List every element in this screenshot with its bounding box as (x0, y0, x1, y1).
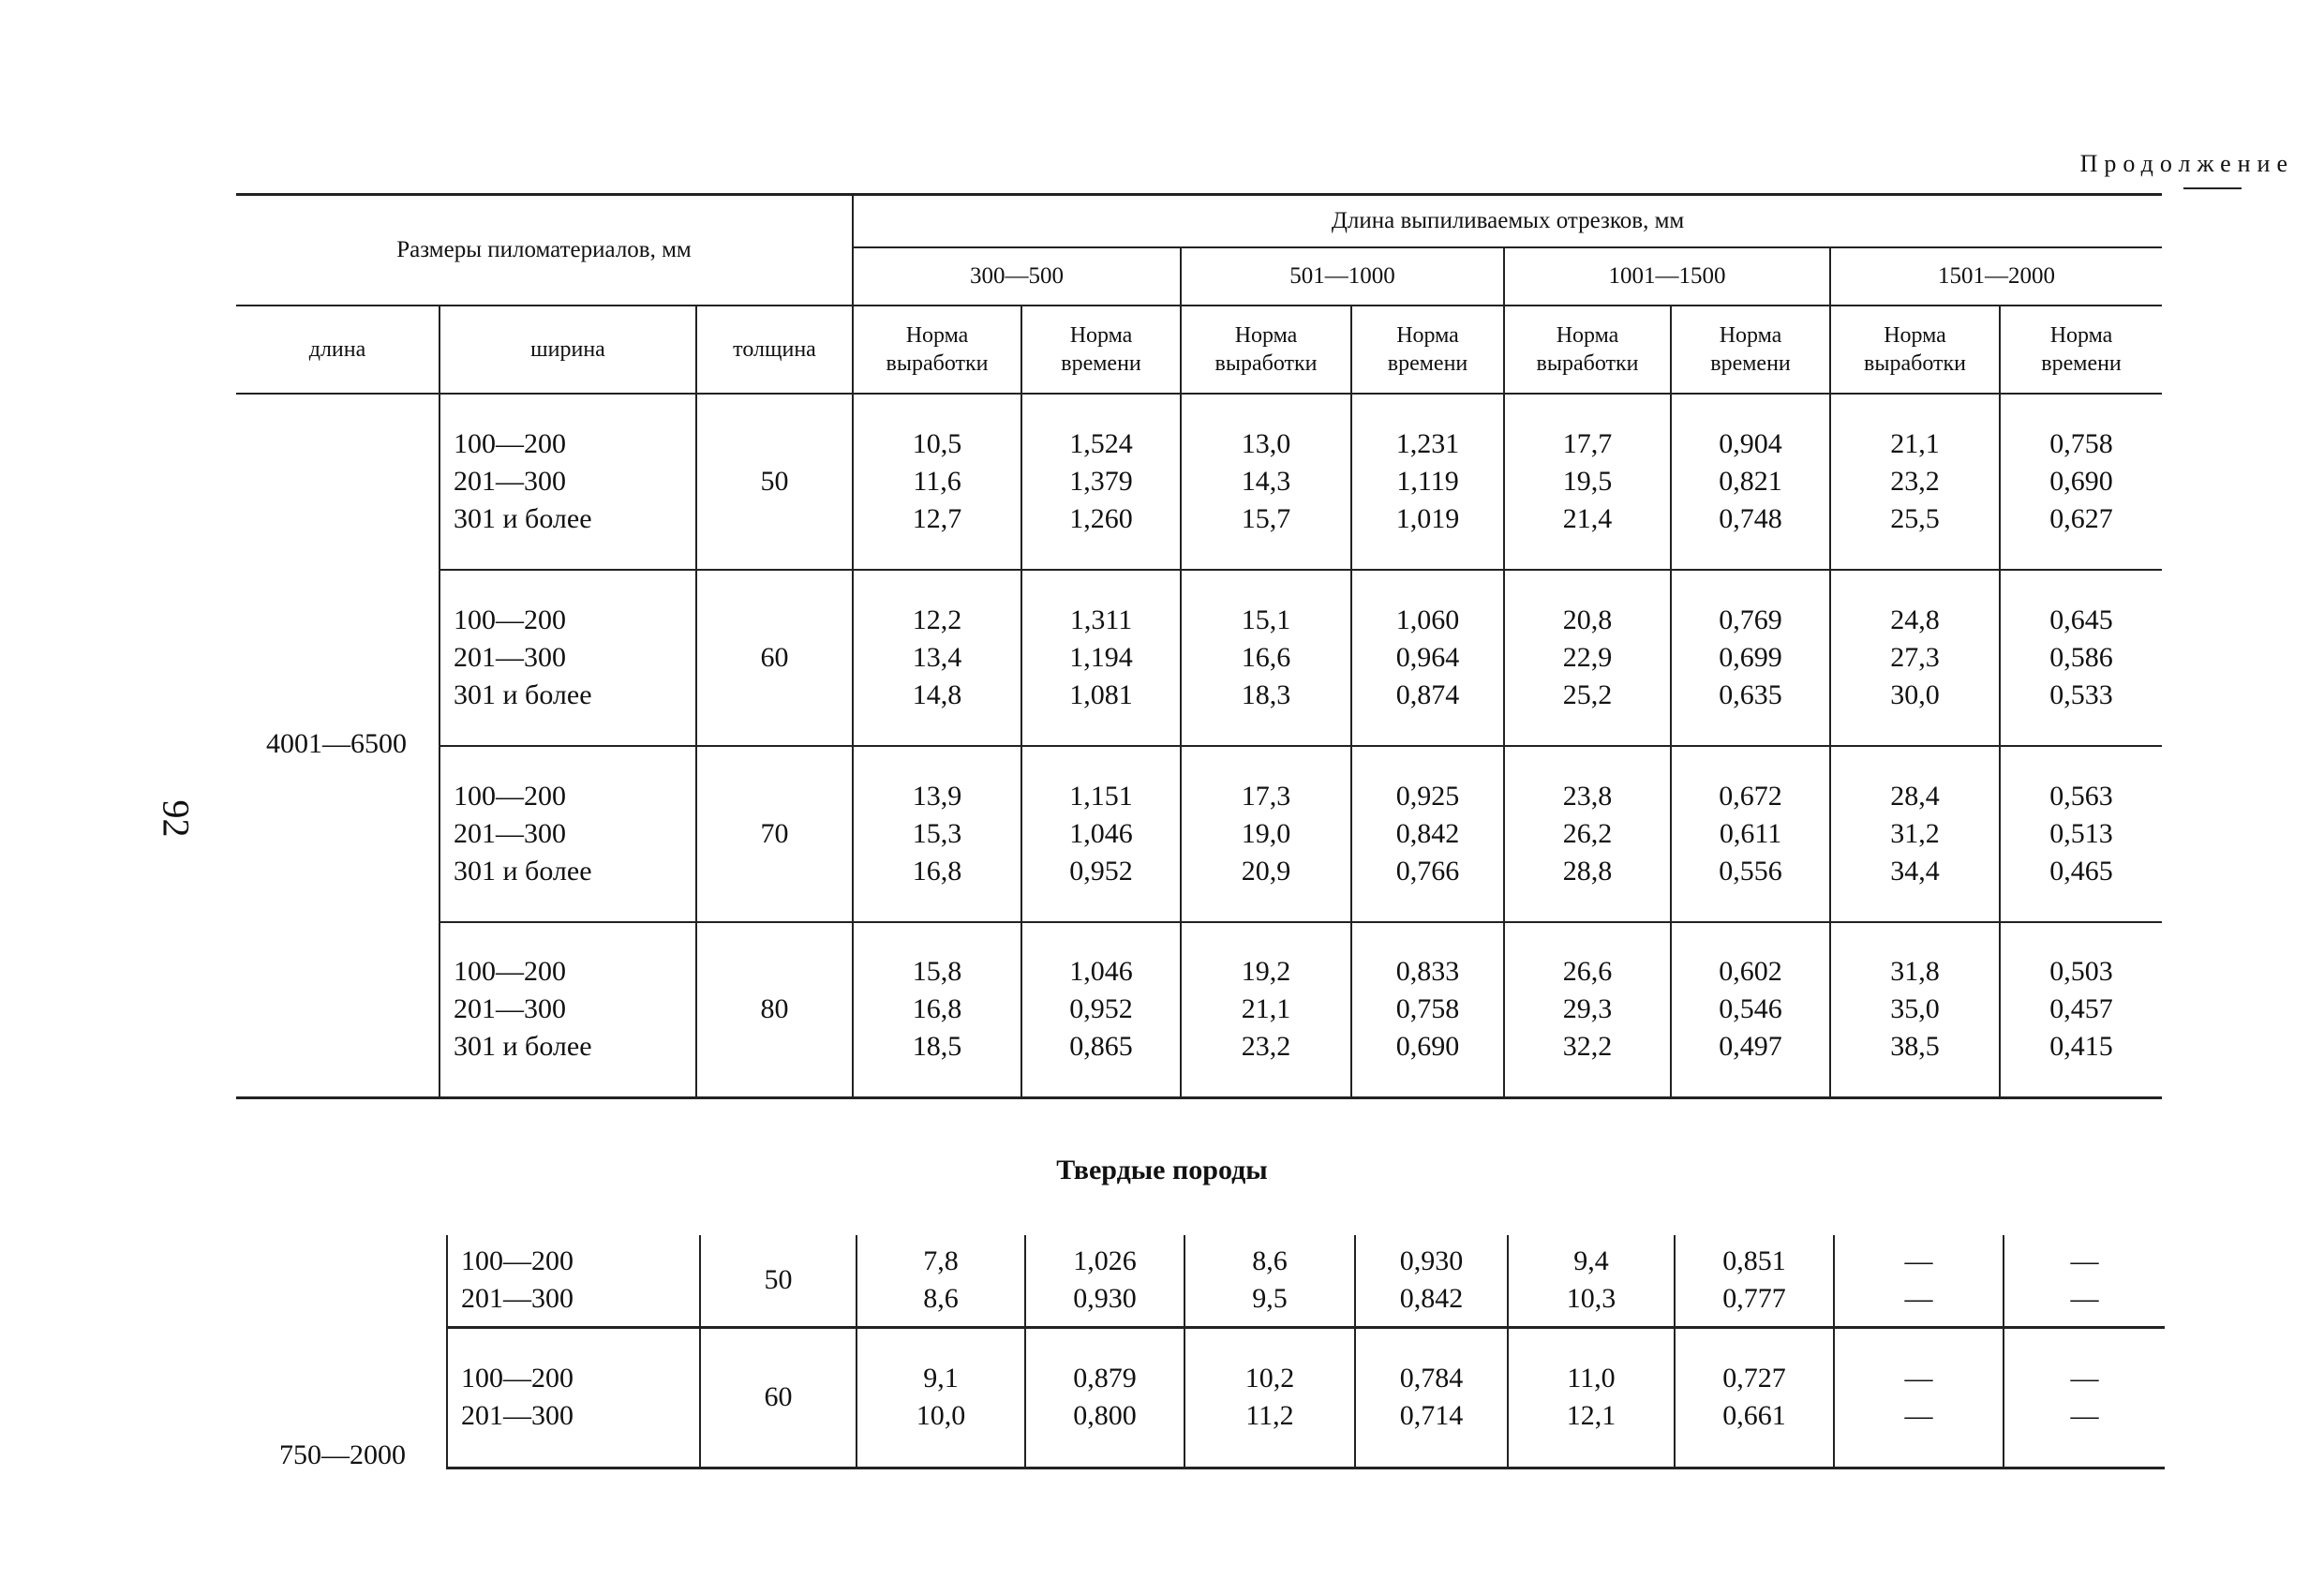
range-header: 300—500 (853, 247, 1181, 306)
value-cell (853, 922, 1021, 1098)
value-cell (1355, 1327, 1508, 1468)
cell-value: 1,260 (1069, 502, 1133, 534)
cell-value: 1,026 (1073, 1245, 1137, 1277)
value-cell (1184, 1327, 1355, 1468)
cell-value: 0,821 (1719, 465, 1782, 497)
cell-value: 0,833 (1395, 956, 1460, 988)
cell-value: 0,748 (1719, 502, 1782, 534)
width-cell (439, 922, 696, 1098)
cell-value: 0,546 (1719, 993, 1782, 1025)
norm-time-header (2000, 306, 2162, 394)
value-cell (1351, 394, 1504, 570)
value-cell (1021, 922, 1181, 1098)
header-line: времени (1710, 350, 1791, 376)
header-line: выработки (1864, 350, 1967, 376)
value-cell (1671, 922, 1830, 1098)
value-cell (1021, 394, 1181, 570)
cell-value: 1,046 (1069, 817, 1133, 849)
header-line: Норма (1234, 322, 1298, 348)
cell-value: 301 и более (454, 678, 592, 710)
width-cell (439, 394, 696, 570)
cell-value: 0,758 (1395, 993, 1460, 1025)
cell-value: 11,0 (1567, 1363, 1616, 1394)
cell-value: 34,4 (1890, 855, 1940, 887)
cell-value: 13,0 (1241, 427, 1291, 459)
cell-value: 25,2 (1562, 678, 1613, 710)
cell-value: 16,6 (1241, 641, 1291, 673)
cell-value: 0,904 (1719, 427, 1782, 459)
header-line: Норма (1069, 322, 1133, 348)
cell-value: 0,925 (1395, 780, 1460, 812)
cell-value: 1,194 (1069, 641, 1133, 673)
value-cell (853, 746, 1021, 922)
cell-value: 26,2 (1562, 817, 1613, 849)
cell-value: 12,7 (912, 502, 962, 534)
cell-value: 0,556 (1719, 855, 1782, 887)
cell-value: — (2070, 1363, 2099, 1394)
cell-value: 20,8 (1562, 604, 1613, 635)
table-row (236, 746, 2162, 922)
cell-value: 11,2 (1245, 1400, 1294, 1431)
cell-value: 19,5 (1562, 465, 1613, 497)
value-cell (1025, 1327, 1184, 1468)
value-cell (1675, 1235, 1834, 1327)
cell-value: 38,5 (1890, 1031, 1940, 1063)
thickness-cell: 50 (700, 1235, 857, 1327)
cell-value: 15,1 (1241, 604, 1291, 635)
main-table (236, 193, 2162, 1099)
cell-value: 19,0 (1241, 817, 1291, 849)
cell-value: 0,690 (1395, 1031, 1460, 1063)
cell-value: 21,1 (1241, 993, 1291, 1025)
header-line: Норма (2049, 322, 2113, 348)
header-line: Норма (1396, 322, 1459, 348)
value-cell (1830, 570, 2000, 746)
width-cell (447, 1235, 700, 1327)
cell-value: — (1904, 1245, 1933, 1277)
cell-value: 27,3 (1890, 641, 1940, 673)
cell-value: 14,8 (912, 678, 962, 710)
cell-value: 16,8 (912, 993, 962, 1025)
cell-value: 100—200 (454, 780, 566, 812)
value-cell (1351, 746, 1504, 922)
cell-value: — (2070, 1283, 2099, 1315)
cell-value: 10,0 (916, 1400, 966, 1431)
cell-value: 18,5 (912, 1031, 962, 1063)
cell-value: 1,311 (1069, 604, 1133, 635)
cell-value: 9,1 (923, 1363, 959, 1394)
value-cell (1351, 570, 1504, 746)
cell-value: 10,2 (1244, 1363, 1295, 1394)
cell-value: 301 и более (454, 502, 592, 534)
value-cell (1671, 746, 1830, 922)
cell-value: 100—200 (461, 1363, 574, 1394)
norm-time-header (1021, 306, 1181, 394)
cell-value: 0,842 (1395, 817, 1460, 849)
col-thickness-header: толщина (696, 306, 853, 394)
cell-value: 301 и более (454, 855, 592, 887)
cell-value: 100—200 (454, 956, 566, 988)
cell-value: — (2070, 1245, 2099, 1277)
range-header: 1001—1500 (1504, 247, 1830, 306)
cell-value: 11,6 (913, 465, 961, 497)
cell-value: 0,672 (1719, 780, 1782, 812)
cell-value: 0,497 (1719, 1031, 1782, 1063)
cell-value: 15,7 (1241, 502, 1291, 534)
cell-value: 28,4 (1890, 780, 1940, 812)
page-number: 92 (155, 799, 198, 838)
cell-value: 0,777 (1722, 1283, 1786, 1315)
cell-value: 31,8 (1890, 956, 1940, 988)
value-cell (2000, 394, 2162, 570)
continued-underline (2183, 187, 2242, 189)
value-cell (1508, 1235, 1675, 1327)
hard-table (446, 1235, 2165, 1469)
value-cell (1181, 394, 1351, 570)
cell-value: — (1904, 1283, 1933, 1315)
cell-value: — (2070, 1400, 2099, 1431)
cell-value: 0,758 (2049, 427, 2113, 459)
value-cell (1834, 1327, 2004, 1468)
cell-value: 1,231 (1395, 427, 1460, 459)
value-cell (1830, 394, 2000, 570)
cell-value: 23,2 (1890, 465, 1940, 497)
thickness-cell: 60 (700, 1327, 857, 1468)
cell-value: 201—300 (454, 817, 566, 849)
cell-value: 30,0 (1890, 678, 1940, 710)
table-row (447, 1235, 2165, 1327)
cell-value: 0,513 (2049, 817, 2113, 849)
width-cell (439, 746, 696, 922)
value-cell (1504, 570, 1671, 746)
cell-value: 12,2 (912, 604, 962, 635)
cell-value: 1,046 (1069, 956, 1133, 988)
cell-value: — (1904, 1363, 1933, 1394)
continued-label: Продолжение (2079, 150, 2294, 177)
header-line: выработки (1536, 350, 1639, 376)
cell-value: 0,661 (1722, 1400, 1786, 1431)
cell-value: 35,0 (1890, 993, 1940, 1025)
cell-value: 21,4 (1562, 502, 1613, 534)
cell-value: 1,151 (1069, 780, 1133, 812)
cell-value: 0,415 (2049, 1031, 2113, 1063)
norm-output-header (1181, 306, 1351, 394)
norm-time-header (1671, 306, 1830, 394)
cell-value: 0,635 (1719, 678, 1782, 710)
cell-value: 301 и более (454, 1031, 592, 1063)
value-cell (1021, 570, 1181, 746)
value-cell (1504, 922, 1671, 1098)
value-cell (1025, 1235, 1184, 1327)
cell-value: 10,3 (1566, 1283, 1616, 1315)
cell-value: 201—300 (454, 993, 566, 1025)
cell-value: 24,8 (1890, 604, 1940, 635)
header-line: времени (1387, 350, 1468, 376)
cell-value: 0,611 (1719, 817, 1782, 849)
cell-value: 0,627 (2049, 502, 2113, 534)
cell-value: 15,8 (912, 956, 962, 988)
header-line: времени (2041, 350, 2122, 376)
cell-value: 23,8 (1562, 780, 1613, 812)
header-line: Норма (1884, 322, 1946, 348)
norm-output-header (1504, 306, 1671, 394)
table-row (236, 922, 2162, 1098)
cell-value: 31,2 (1890, 817, 1940, 849)
value-cell (1830, 922, 2000, 1098)
cell-value: 0,874 (1395, 678, 1460, 710)
col-length-header: длина (236, 306, 439, 394)
cell-value: 0,769 (1719, 604, 1782, 635)
cell-value: 0,699 (1719, 641, 1782, 673)
thickness-cell: 60 (696, 570, 853, 746)
cell-value: 15,3 (912, 817, 962, 849)
thickness-cell: 50 (696, 394, 853, 570)
section-title: Твердые породы (1056, 1155, 1268, 1185)
cell-value: 201—300 (454, 641, 566, 673)
thickness-cell: 70 (696, 746, 853, 922)
range-header: 1501—2000 (1830, 247, 2162, 306)
cell-value: 0,563 (2049, 780, 2113, 812)
cell-value: 0,964 (1395, 641, 1460, 673)
value-cell (1181, 570, 1351, 746)
cell-value: 23,2 (1241, 1031, 1291, 1063)
value-cell (1834, 1235, 2004, 1327)
cell-value: 1,081 (1069, 678, 1133, 710)
length-value: 4001—6500 (266, 728, 407, 759)
cell-value: 100—200 (454, 427, 566, 459)
value-cell (857, 1327, 1025, 1468)
cell-value: 0,727 (1722, 1363, 1786, 1394)
cell-value: 201—300 (454, 465, 566, 497)
table-row (447, 1327, 2165, 1468)
value-cell (1830, 746, 2000, 922)
value-cell (1355, 1235, 1508, 1327)
value-cell (857, 1235, 1025, 1327)
cell-value: 0,851 (1722, 1245, 1786, 1277)
cell-value: 0,645 (2049, 604, 2113, 635)
col-width-header: ширина (439, 306, 696, 394)
cell-value: 1,019 (1395, 502, 1460, 534)
cell-value: 8,6 (1252, 1245, 1288, 1277)
value-cell (1351, 922, 1504, 1098)
value-cell (853, 394, 1021, 570)
table-row (236, 570, 2162, 746)
cell-value: 1,379 (1069, 465, 1133, 497)
value-cell (1671, 570, 1830, 746)
cell-value: 0,952 (1069, 855, 1133, 887)
value-cell (1675, 1327, 1834, 1468)
value-cell (2004, 1327, 2165, 1468)
length-value: 750—2000 (279, 1439, 406, 1470)
value-cell (1504, 746, 1671, 922)
cell-value: 0,602 (1719, 956, 1782, 988)
thickness-cell: 80 (696, 922, 853, 1098)
value-cell (2000, 922, 2162, 1098)
header-line: времени (1061, 350, 1141, 376)
cell-value: 0,800 (1073, 1400, 1137, 1431)
cell-value: 18,3 (1241, 678, 1291, 710)
header-line: Норма (1719, 322, 1782, 348)
value-cell (1181, 922, 1351, 1098)
cell-value: 13,9 (912, 780, 962, 812)
cell-value: 0,879 (1073, 1363, 1137, 1394)
cell-value: 0,865 (1069, 1031, 1133, 1063)
cell-value: — (1904, 1400, 1933, 1431)
cell-value: 0,784 (1399, 1363, 1464, 1394)
cell-value: 0,714 (1399, 1400, 1464, 1431)
value-cell (1184, 1235, 1355, 1327)
header-line: Норма (905, 322, 969, 348)
cell-value: 0,842 (1399, 1283, 1464, 1315)
header-line: выработки (886, 350, 989, 376)
cell-value: 7,8 (923, 1245, 959, 1277)
cell-value: 100—200 (454, 604, 566, 635)
norm-output-header (853, 306, 1021, 394)
cell-value: 13,4 (912, 641, 962, 673)
cell-value: 29,3 (1562, 993, 1613, 1025)
cell-value: 1,524 (1069, 427, 1133, 459)
table-row (236, 394, 2162, 570)
cell-value: 19,2 (1241, 956, 1291, 988)
width-cell (439, 570, 696, 746)
value-cell (2000, 746, 2162, 922)
cell-value: 28,8 (1562, 855, 1613, 887)
cell-value: 0,465 (2049, 855, 2113, 887)
cell-value: 1,119 (1396, 465, 1459, 497)
cell-value: 9,4 (1573, 1245, 1609, 1277)
cell-value: 0,930 (1073, 1283, 1137, 1315)
width-cell (447, 1327, 700, 1468)
norm-time-header (1351, 306, 1504, 394)
cell-value: 21,1 (1890, 427, 1940, 459)
cell-value: 0,503 (2049, 956, 2113, 988)
value-cell (1021, 746, 1181, 922)
cell-value: 0,533 (2049, 678, 2113, 710)
header-line: выработки (1214, 350, 1318, 376)
cell-value: 26,6 (1562, 956, 1613, 988)
header-line: Норма (1556, 322, 1619, 348)
cell-value: 100—200 (461, 1245, 574, 1277)
cell-value: 17,7 (1562, 427, 1613, 459)
cell-value: 8,6 (923, 1283, 959, 1315)
cell-value: 0,457 (2049, 993, 2113, 1025)
value-cell (1181, 746, 1351, 922)
cell-value: 201—300 (461, 1283, 574, 1315)
cell-value: 20,9 (1241, 855, 1291, 887)
cell-value: 0,930 (1399, 1245, 1464, 1277)
cell-value: 12,1 (1566, 1400, 1616, 1431)
value-cell (1504, 394, 1671, 570)
cell-value: 22,9 (1562, 641, 1613, 673)
cell-value: 0,586 (2049, 641, 2113, 673)
range-header: 501—1000 (1181, 247, 1504, 306)
cell-value: 10,5 (912, 427, 962, 459)
cell-value: 14,3 (1241, 465, 1291, 497)
value-cell (1508, 1327, 1675, 1468)
cell-value: 17,3 (1241, 780, 1291, 812)
norm-output-header (1830, 306, 2000, 394)
lengths-header: Длина выпиливаемых отрезков, мм (853, 195, 2162, 247)
cell-value: 32,2 (1562, 1031, 1613, 1063)
cell-value: 0,952 (1069, 993, 1133, 1025)
cell-value: 201—300 (461, 1400, 574, 1431)
cell-value: 1,060 (1395, 604, 1460, 635)
cell-value: 25,5 (1890, 502, 1940, 534)
value-cell (2000, 570, 2162, 746)
value-cell (1671, 394, 1830, 570)
value-cell (853, 570, 1021, 746)
cell-value: 0,766 (1395, 855, 1460, 887)
cell-value: 16,8 (912, 855, 962, 887)
cell-value: 0,690 (2049, 465, 2113, 497)
sizes-header: Размеры пиломатериалов, мм (236, 195, 853, 306)
cell-value: 9,5 (1252, 1283, 1288, 1315)
value-cell (2004, 1235, 2165, 1327)
